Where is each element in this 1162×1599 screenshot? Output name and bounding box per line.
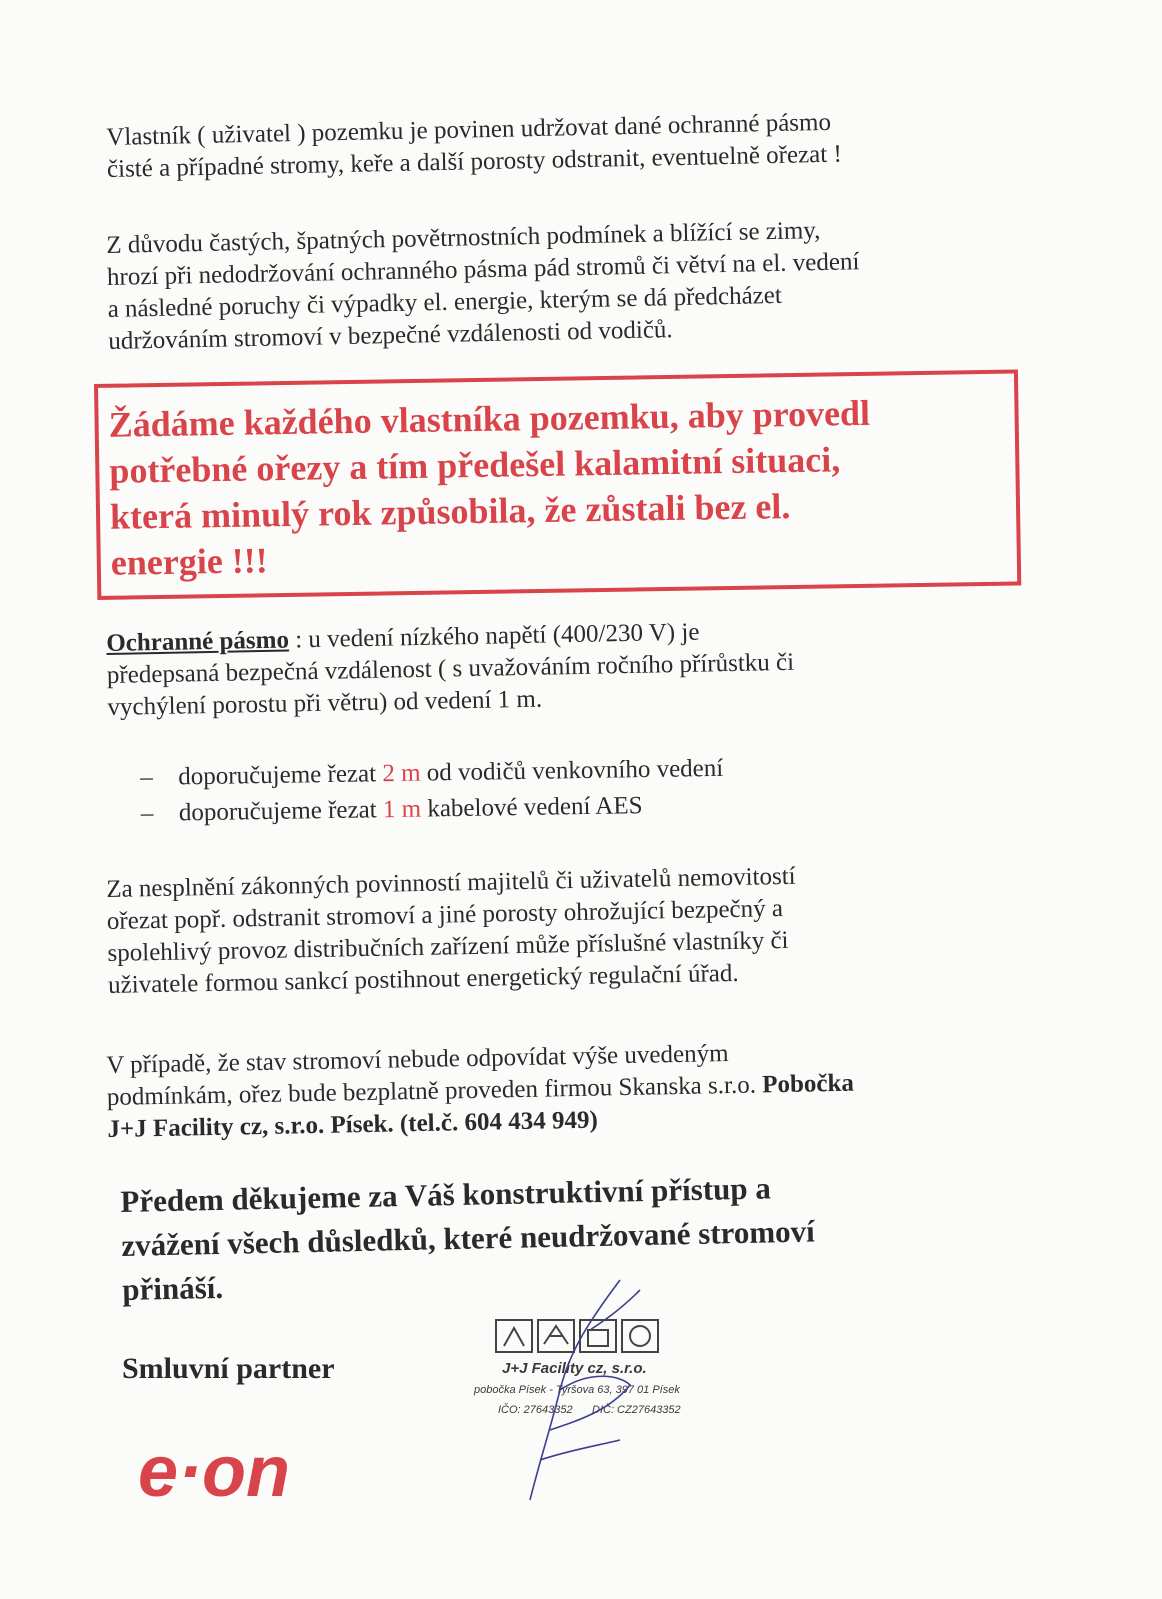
- text-line: vychýlení porostu při větru) od vedení 1 m.: [107, 685, 543, 721]
- stamp-ico: IČO: 27643352: [498, 1404, 573, 1416]
- text-line: hrozí při nedodržování ochranného pásma pád stromů či větví na el. vedení: [106, 248, 860, 291]
- text-fragment: kabelové vedení AES: [420, 792, 643, 823]
- text-line: přináší.: [121, 1269, 224, 1307]
- text-fragment: : u vedení nízkého napětí (400/230 V) je: [288, 618, 700, 654]
- text-fragment: podmínkám, ořez bude bezplatně proveden firmou Skanska s.r.o.: [106, 1071, 763, 1111]
- text-fragment: doporučujeme řezat: [178, 760, 383, 791]
- warning-line: která minulý rok způsobila, že zůstali bez el.: [109, 486, 791, 537]
- warning-line: Žádáme každého vlastníka pozemku, aby provedl: [108, 392, 871, 445]
- text-line: ořezat popř. odstranit stromoví a jiné porosty ohrožující bezpečný a: [106, 895, 784, 935]
- text-line: čisté a případné stromy, keře a další porosty odstranit, eventuelně ořezat !: [106, 140, 843, 183]
- text-line: udržováním stromoví v bezpečné vzdálenosti od vodičů.: [108, 316, 673, 355]
- text-fragment: od vodičů venkovního vedení: [420, 754, 724, 787]
- protection-zone-paragraph: [106, 611, 1008, 724]
- text-line: zvážení všech důsledků, které neudržované stromoví: [121, 1213, 816, 1263]
- bullet-dash: –: [140, 799, 154, 827]
- warning-box: [94, 369, 1021, 599]
- text-line: V případě, že stav stromoví nebude odpovídat výše uvedeným: [106, 1040, 729, 1079]
- signature: [470, 1260, 690, 1520]
- contact-phone-line: J+J Facility cz, s.r.o. Písek. (tel.č. 604 434 949): [107, 1106, 599, 1143]
- ownership-paragraph: [106, 103, 1007, 186]
- distance-value: 1 m: [382, 795, 422, 824]
- stamp-company: J+J Facility cz, s.r.o.: [502, 1360, 647, 1377]
- bullet-dash: –: [140, 763, 153, 791]
- text-fragment: doporučujeme řezat: [178, 796, 384, 827]
- text-line: Vlastník ( uživatel ) pozemku je povinen udržovat dané ochranné pásmo: [106, 108, 832, 151]
- text-line: Z důvodu častých, špatných povětrnostních podmínek a blížící se zimy,: [106, 217, 821, 259]
- recommendation-list: [140, 751, 724, 832]
- sanctions-paragraph: [106, 857, 1008, 1002]
- eon-logo: [134, 1430, 354, 1510]
- text-line: uživatele formou sankcí postihnout energetický regulační úřad.: [107, 959, 739, 999]
- eon-logo-text: e·on: [138, 1432, 290, 1510]
- text-line: předepsaná bezpečná vzdálenost ( s uvažováním ročního přírůstku či: [106, 648, 795, 689]
- list-item: [141, 787, 725, 832]
- warning-line: energie !!!: [110, 540, 269, 583]
- warning-line: potřebné ořezy a tím předešel kalamitní situaci,: [109, 439, 841, 491]
- protection-zone-term: Ochranné pásmo: [106, 626, 290, 657]
- stamp-dic: DIČ: CZ27643352: [592, 1404, 681, 1416]
- text-line: spolehlivý provoz distribučních zařízení může příslušné vlastníky či: [107, 926, 789, 967]
- text-line: Předem děkujeme za Váš konstruktivní přístup a: [120, 1170, 772, 1219]
- distance-value: 2 m: [382, 759, 421, 788]
- stamp-address: pobočka Písek - Tyršova 63, 397 01 Písek: [474, 1384, 680, 1396]
- text-fragment: Pobočka: [761, 1069, 855, 1099]
- weather-paragraph: [106, 211, 1008, 358]
- partner-label: Smluvní partner: [122, 1352, 335, 1385]
- contact-paragraph: [106, 1033, 1008, 1146]
- text-line: Za nesplnění zákonných povinností majitelů či uživatelů nemovitostí: [106, 862, 796, 903]
- text-line: a následné poruchy či výpadky el. energie, kterým se dá předcházet: [107, 281, 783, 323]
